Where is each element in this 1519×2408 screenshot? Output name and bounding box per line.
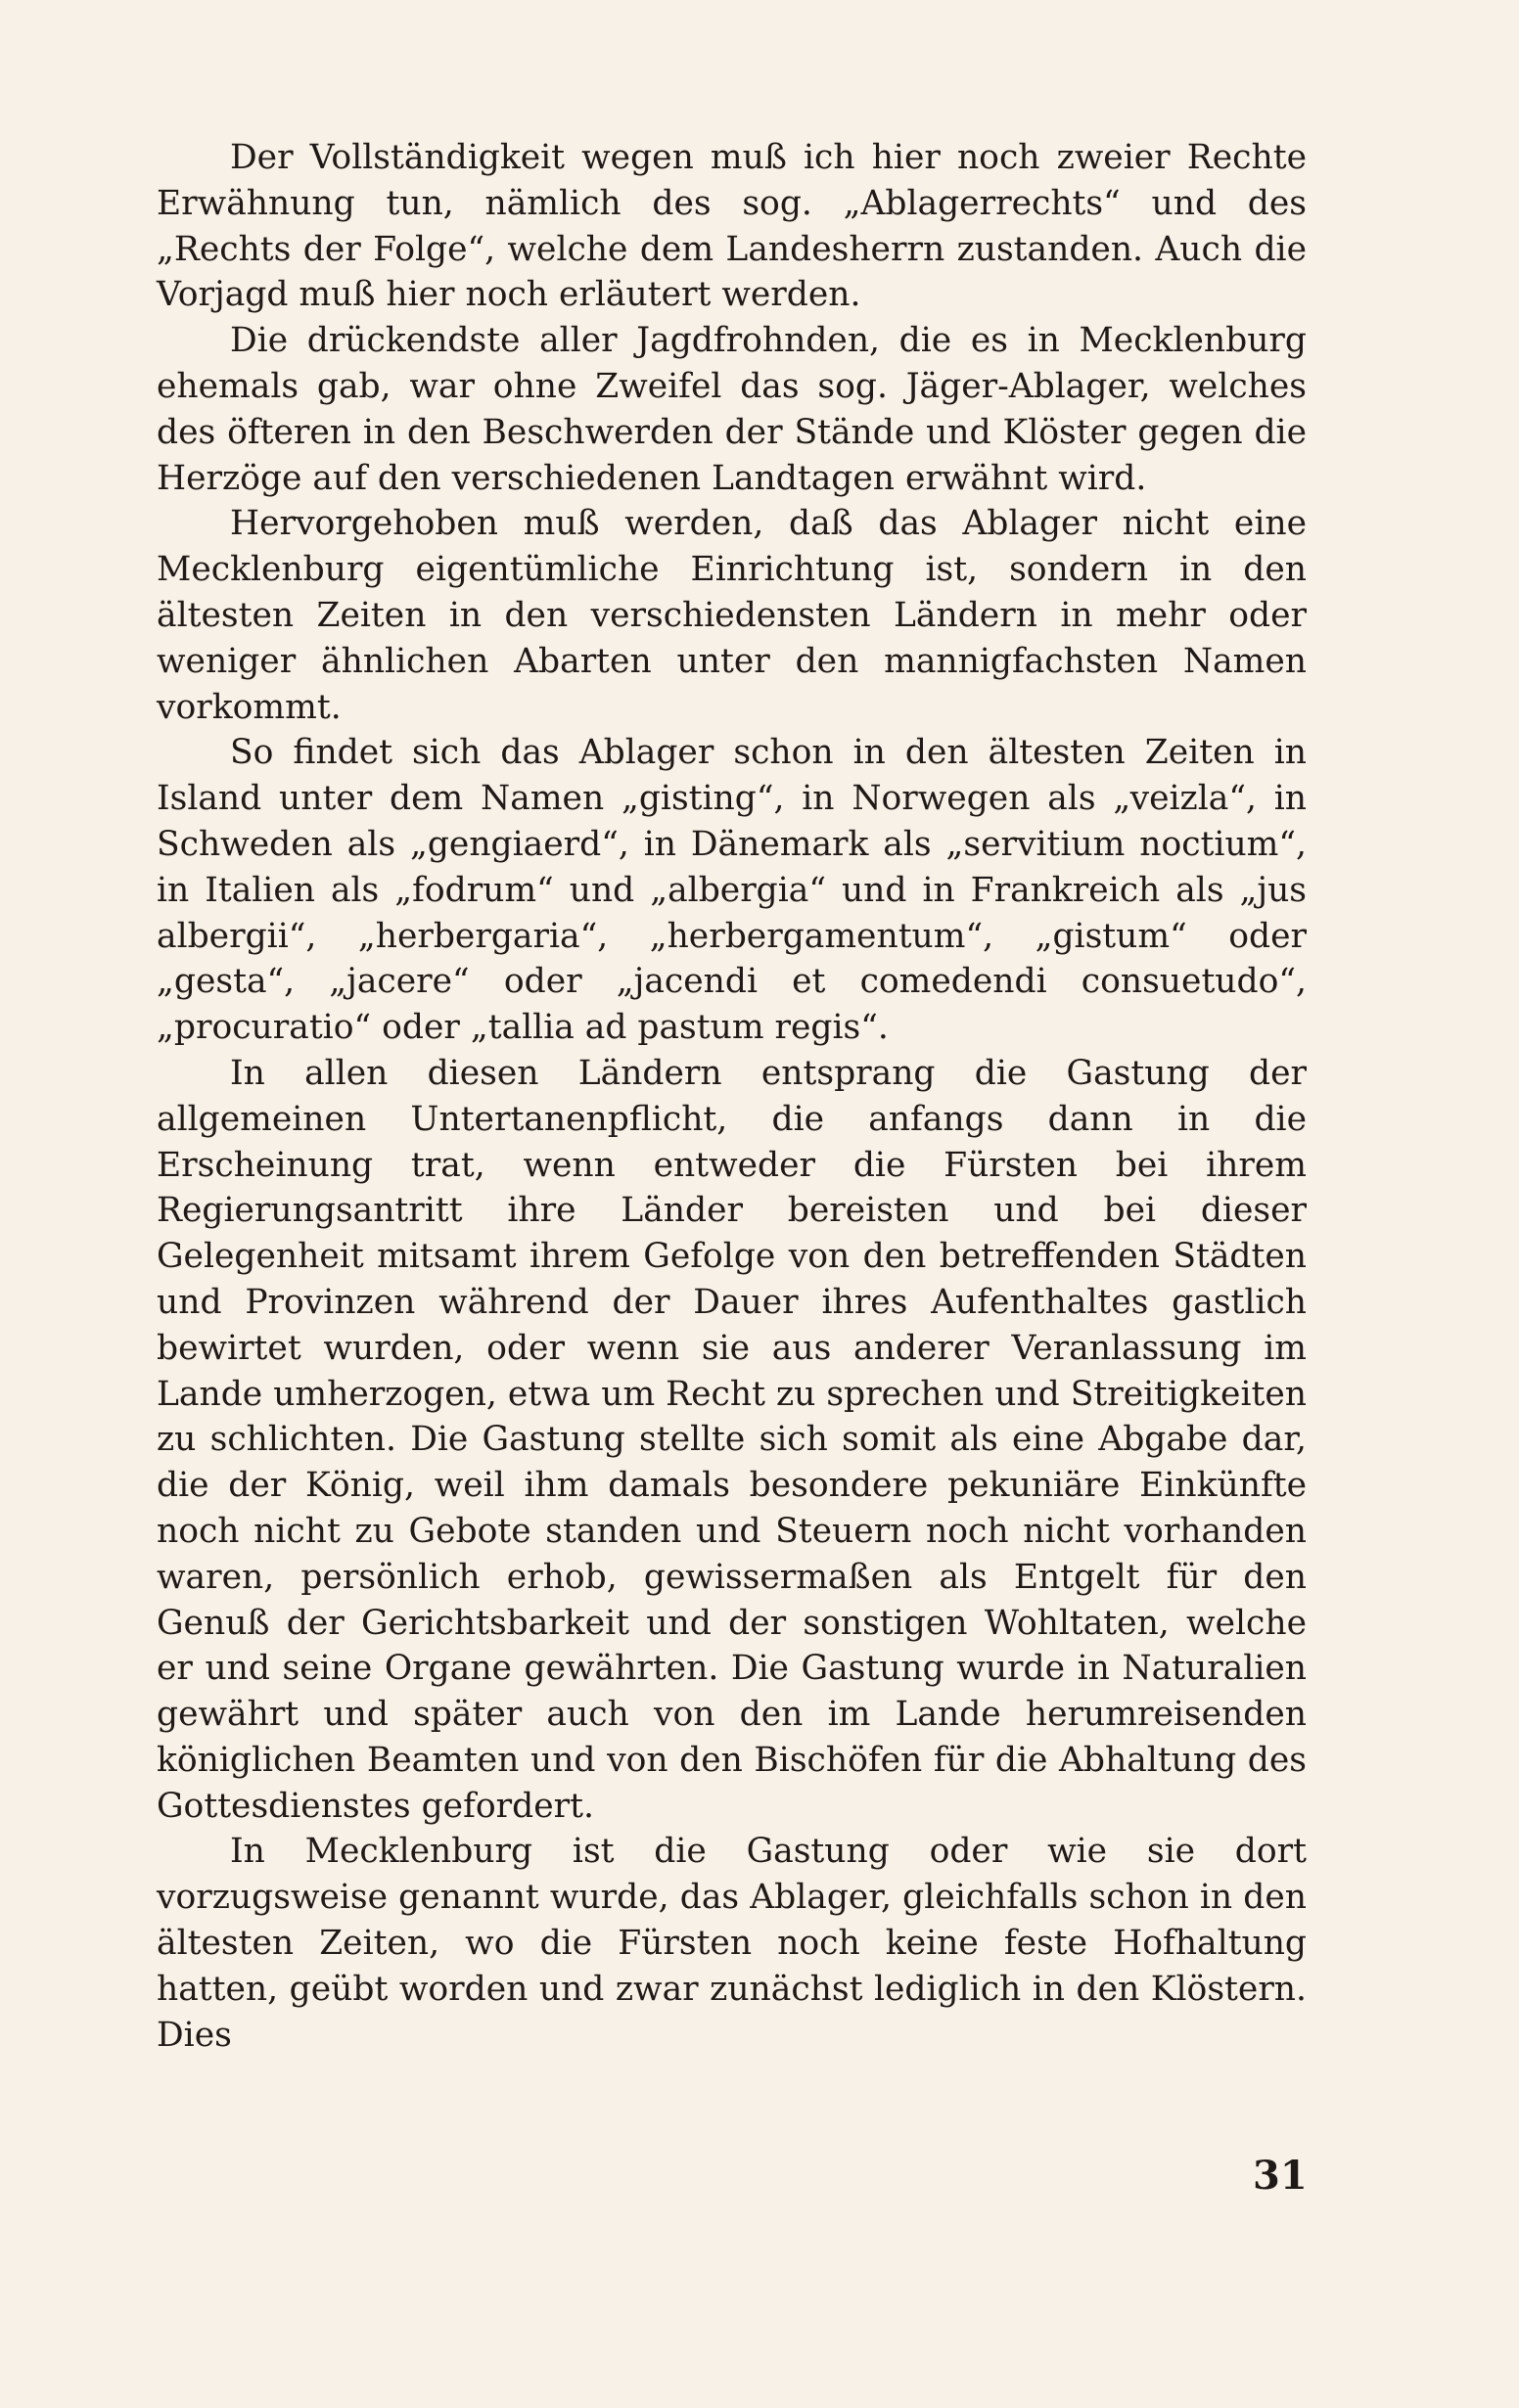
paragraph: In allen diesen Ländern entsprang die Gastung der allgemeinen Untertanenpflicht, die anfangs dann in die Erscheinung trat, wenn entweder die Fürsten bei ihrem Regierungsantritt ihre Länder bereisten und bei dieser Gelegenheit mitsamt ihrem Gefolge von den betreffenden Städten und Provinzen während der Dauer ihres Aufenthaltes gastlich bewirtet wurden, oder wenn sie aus anderer Veranlassung im Lande umherzogen, etwa um Recht zu sprechen und Streitigkeiten zu schlichten. Die Gastung stellte sich somit als eine Abgabe dar, die der König, weil ihm damals besondere pekuniäre Einkünfte noch nicht zu Gebote standen und Steuern noch nicht vorhanden waren, persönlich erhob, gewissermaßen als Entgelt für den Genuß der Gerichtsbarkeit und der sonstigen Wohltaten, welche er und seine Organe gewährten. Die Gastung wurde in Naturalien gewährt und später auch von den im Lande herumreisenden königlichen Beamten und von den Bischöfen für die Abhaltung des Gottesdienstes gefordert. xyxy=(157,1053,1307,1826)
paragraph: Der Vollständigkeit wegen muß ich hier noch zweier Rechte Erwähnung tun, nämlich des sog. „Ablagerrechts“ und des „Rechts der Folge“, welche dem Landesherrn zustanden. Auch die Vorjagd muß hier noch erläutert werden. xyxy=(157,138,1307,315)
paragraph: So findet sich das Ablager schon in den ältesten Zeiten in Island unter dem Namen „gisting“, in Norwegen als „veizla“, in Schweden als „gengiaerd“, in Dänemark als „servitium noctium“, in Italien als „fodrum“ und „albergia“ und in Frankreich als „jus albergii“, „herbergaria“, „herbergamentum“, „gistum“ oder „gesta“, „jacere“ oder „jacendi et comedendi consuetudo“, „procuratio“ oder „tallia ad pastum regis“. xyxy=(157,733,1307,1048)
paragraph: Die drückendste aller Jagdfrohnden, die es in Mecklenburg ehemals gab, war ohne Zweifel das sog. Jäger-Ablager, welches des öfteren in den Beschwerden der Stände und Klöster gegen die Herzöge auf den verschiedenen Landtagen erwähnt wird. xyxy=(157,321,1307,498)
paragraph: In Mecklenburg ist die Gastung oder wie sie dort vorzugsweise genannt wurde, das Ablager, gleichfalls schon in den ältesten Zeiten, wo die Fürsten noch keine feste Hofhaltung hatten, geübt worden und zwar zunächst lediglich in den Klöstern. Dies xyxy=(157,1832,1307,2055)
paragraph: Hervorgehoben muß werden, daß das Ablager nicht eine Mecklenburg eigentümliche Einrichtung ist, sondern in den ältesten Zeiten in den verschiedensten Ländern in mehr oder weniger ähnlichen Abarten unter den mannigfachsten Namen vorkommt. xyxy=(157,504,1307,727)
body-text xyxy=(157,135,1307,2058)
page-number: 31 xyxy=(1253,2153,1308,2199)
